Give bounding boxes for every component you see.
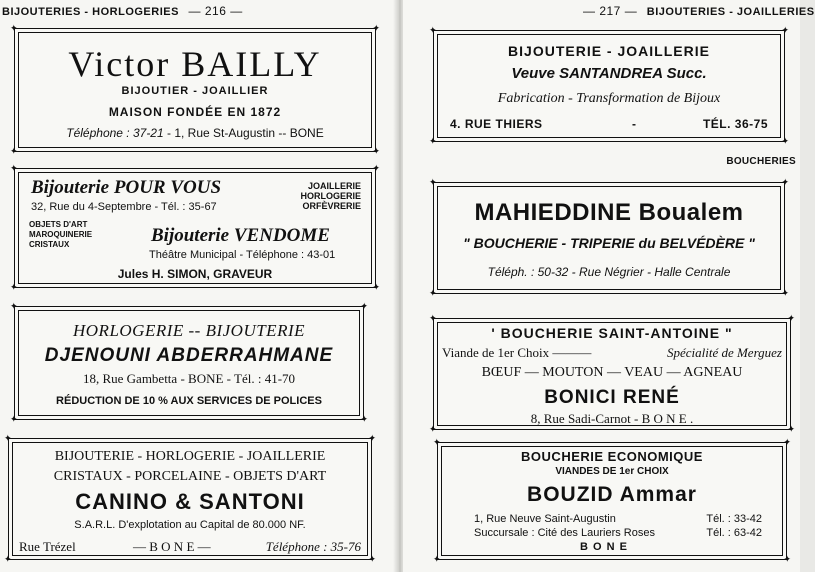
ad-founded: MAISON FONDÉE EN 1872 — [108, 105, 282, 119]
ad-pour-vous — [10, 163, 380, 292]
section-label: BOUCHERIES — [726, 156, 796, 167]
page-number: — 217 — — [583, 4, 638, 18]
ad-santandrea — [429, 25, 789, 146]
corner-ornament: ✦ — [783, 554, 791, 564]
corner-ornament: ✦ — [372, 23, 380, 33]
corner-ornament: ✦ — [783, 437, 791, 447]
product-item: CRISTAUX — [29, 240, 70, 249]
ad-city: B O N E — [580, 541, 628, 553]
right-page — [403, 0, 815, 572]
head-title-b: JOAILLERIES — [736, 6, 815, 18]
ad-branch: Succursale : Cité des Lauriers Roses — [474, 527, 655, 539]
ad-address-2: Théâtre Municipal - Téléphone : 43-01 — [149, 249, 336, 261]
service-item: JOAILLERIE — [307, 181, 361, 191]
ad-saint-antoine — [429, 313, 795, 434]
ad-address: - 1, Rue St-Augustin -- BONE — [167, 126, 324, 140]
corner-ornament: ✦ — [781, 136, 789, 146]
head-title-a: BIJOUTERIES — [2, 6, 81, 18]
running-head-right — [583, 4, 815, 18]
head-title-b: HORLOGERIES — [92, 6, 179, 18]
ad-contact — [15, 126, 375, 140]
corner-ornament: ✦ — [781, 288, 789, 298]
ad-address: 1, Rue Neuve Saint-Augustin — [474, 513, 616, 525]
service-item: HORLOGERIE — [300, 191, 361, 201]
corner-ornament: ✦ — [787, 424, 795, 434]
ad-mahieddine — [429, 177, 789, 298]
corner-ornament: ✦ — [429, 288, 437, 298]
ad-city: — B O N E — — [133, 539, 211, 554]
head-sep: - — [729, 6, 734, 18]
corner-ornament: ✦ — [4, 554, 12, 564]
corner-ornament: ✦ — [429, 424, 437, 434]
corner-ornament: ✦ — [4, 433, 12, 443]
page-number: — 216 — — [188, 4, 243, 18]
ad-title: BOUCHERIE ECONOMIQUE — [521, 449, 703, 464]
corner-ornament: ✦ — [368, 554, 376, 564]
corner-ornament: ✦ — [429, 313, 437, 323]
ad-phone: Téléphone : 35-76 — [265, 539, 361, 554]
ad-meats: BŒUF — MOUTON — VEAU — AGNEAU — [481, 365, 743, 380]
corner-ornament: ✦ — [372, 163, 380, 173]
ad-specialty: Spécialité de Merguez — [666, 345, 782, 360]
ad-bouzid — [433, 437, 791, 564]
corner-ornament: ✦ — [433, 437, 441, 447]
corner-ornament: ✦ — [781, 25, 789, 35]
head-title-a: BIJOUTERIES — [646, 6, 726, 18]
ad-canino-santoni — [4, 433, 376, 564]
corner-ornament: ✦ — [10, 301, 18, 311]
ad-title: Veuve SANTANDREA Succ. — [511, 65, 707, 82]
ad-title: DJENOUNI ABDERRAHMANE — [44, 345, 334, 366]
corner-ornament: ✦ — [360, 301, 368, 311]
ad-branch-phone: Tél. : 63-42 — [706, 527, 762, 539]
product-item: OBJETS D'ART — [29, 220, 88, 229]
ad-quality: Viande de 1er Choix ——— — [442, 345, 592, 360]
ad-phone: Tél. : 33-42 — [706, 513, 762, 525]
ad-title-2: Bijouterie VENDOME — [151, 225, 330, 246]
corner-ornament: ✦ — [372, 146, 380, 156]
ad-address: 32, Rue du 4-Septembre - Tél. : 35-67 — [31, 201, 217, 213]
ad-title: Victor BAILLY — [68, 44, 322, 84]
corner-ornament: ✦ — [360, 414, 368, 424]
ad-services: Fabrication - Transformation de Bijoux — [497, 91, 721, 106]
ad-company-info: S.A.R.L. D'explotation au Capital de 80.000 NF. — [74, 519, 306, 531]
ad-subtitle: " BOUCHERIE - TRIPERIE du BELVÉDÈRE " — [463, 235, 755, 251]
corner-ornament: ✦ — [787, 313, 795, 323]
ad-quality: VIANDES DE 1er CHOIX — [555, 466, 669, 477]
corner-ornament: ✦ — [10, 146, 18, 156]
running-head-left — [2, 4, 243, 18]
ad-owner: BONICI RENÉ — [544, 387, 680, 408]
ad-owner: BOUZID Ammar — [527, 483, 697, 506]
ad-address: 8, Rue Sadi-Carnot - B O N E . — [530, 411, 694, 426]
ad-phone: TÉL. 36-75 — [702, 117, 768, 131]
corner-ornament: ✦ — [433, 554, 441, 564]
left-page — [0, 0, 397, 572]
corner-ornament: ✦ — [372, 282, 380, 292]
corner-ornament: ✦ — [10, 282, 18, 292]
ad-services — [300, 181, 361, 211]
ad-discount: RÉDUCTION DE 10 % AUX SERVICES DE POLICES — [56, 395, 322, 407]
ad-street: 4. RUE THIERS — [450, 117, 543, 131]
ad-phone: Téléphone : 37-21 — [66, 126, 164, 140]
ad-sep: - — [632, 117, 636, 131]
corner-ornament: ✦ — [368, 433, 376, 443]
ad-title: Bijouterie POUR VOUS — [31, 177, 222, 198]
ad-products: CRISTAUX - PORCELAINE - OBJETS D'ART — [53, 469, 327, 484]
corner-ornament: ✦ — [429, 25, 437, 35]
corner-ornament: ✦ — [10, 23, 18, 33]
corner-ornament: ✦ — [781, 177, 789, 187]
corner-ornament: ✦ — [429, 177, 437, 187]
ad-contact: Téléph. : 50-32 - Rue Négrier - Halle Centrale — [487, 265, 731, 279]
ad-footer: Jules H. SIMON, GRAVEUR — [117, 267, 273, 281]
head-sep: - — [84, 6, 89, 18]
ad-services: BIJOUTERIE - HORLOGERIE - JOAILLERIE — [54, 449, 326, 464]
ad-category: HORLOGERIE -- BIJOUTERIE — [73, 321, 305, 340]
corner-ornament: ✦ — [10, 163, 18, 173]
corner-ornament: ✦ — [429, 136, 437, 146]
ad-products — [29, 220, 92, 250]
product-item: MAROQUINERIE — [29, 230, 93, 239]
corner-ornament: ✦ — [10, 414, 18, 424]
ad-title: ' BOUCHERIE SAINT-ANTOINE " — [491, 325, 733, 341]
ad-category: BIJOUTERIE - JOAILLERIE — [508, 43, 710, 59]
ad-title: MAHIEDDINE Boualem — [474, 199, 744, 226]
ad-victor-bailly — [10, 23, 380, 156]
ad-street: Rue Trézel — [19, 539, 76, 554]
ad-title: CANINO & SANTONI — [75, 489, 305, 514]
ad-address: 18, Rue Gambetta - BONE - Tél. : 41-70 — [82, 371, 296, 386]
ad-djenouni — [10, 301, 368, 424]
service-item: ORFÈVRERIE — [302, 201, 361, 211]
ad-subtitle: BIJOUTIER - JOAILLIER — [121, 85, 269, 97]
